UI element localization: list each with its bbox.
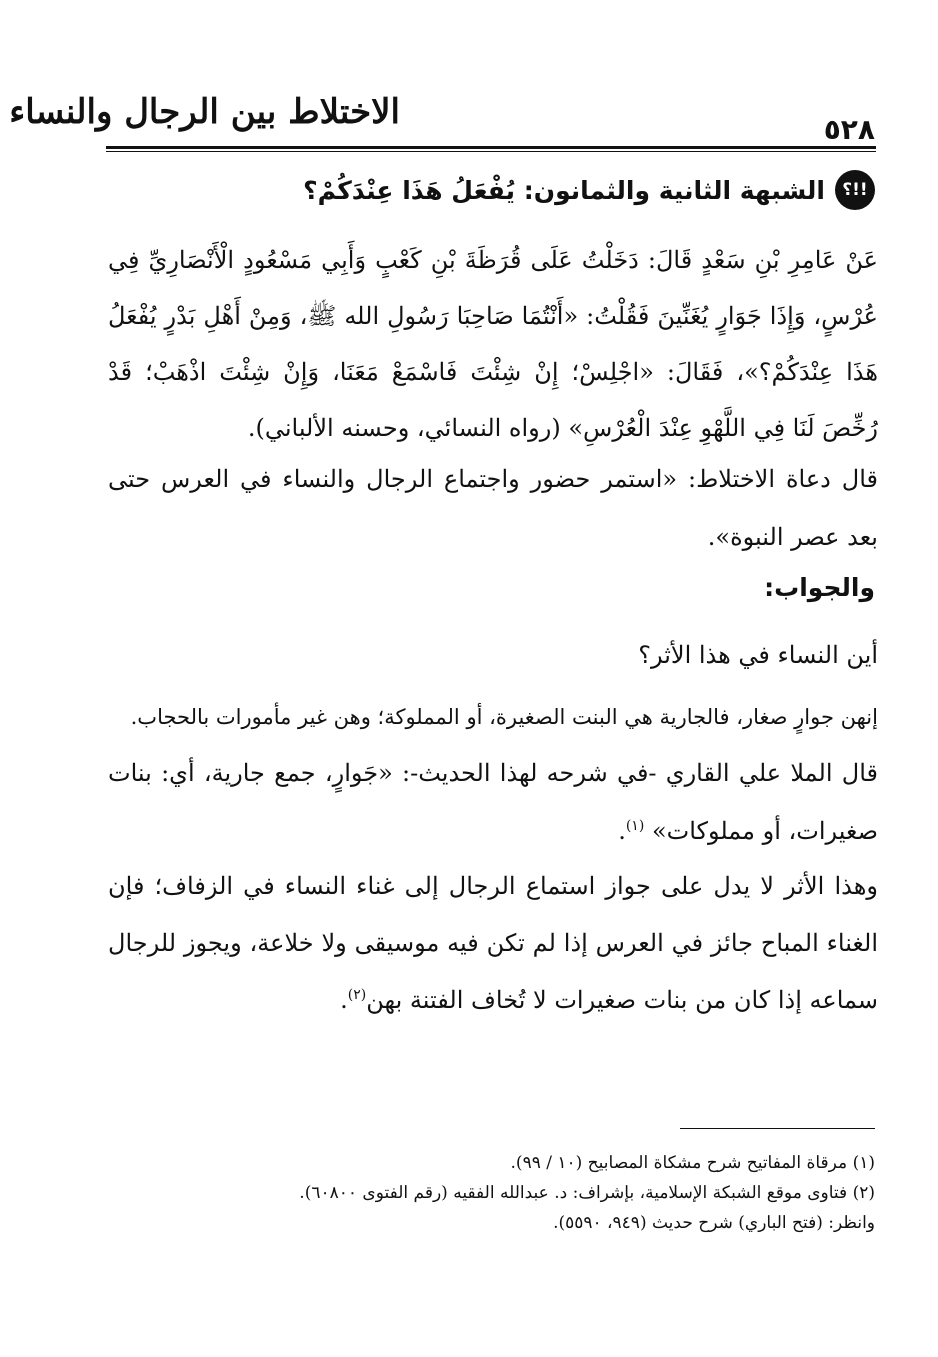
footnote-3: وانظر: (فتح الباري) شرح حديث (٩٤٩، ٥٥٩٠). (553, 1213, 875, 1233)
footnote-1: (١) مرقاة المفاتيح شرح مشكاة المصابيح (١٠ / ٩٩). (510, 1153, 875, 1173)
header-rule-thin (106, 151, 876, 152)
footnote-ref-2[interactable]: (٢) (347, 987, 367, 1003)
running-title: الاختلاط بين الرجال والنساء (9, 92, 400, 132)
footnotes (250, 1148, 875, 1238)
header-rule (106, 146, 876, 149)
commentary-text: قال الملا علي القاري -في شرحه لهذا الحديث-: «جَوارٍ، جمع جارية، أي: بنات صغيرات، أو مملوكات» (108, 759, 878, 845)
conclusion-end: . (340, 986, 348, 1014)
answer-heading: والجواب: (764, 573, 875, 602)
explanation-paragraph: إنهن جوارٍ صغار، فالجارية هي البنت الصغيرة، أو المملوكة؛ وهن غير مأمورات بالحجاب. (130, 705, 878, 729)
question-exclamation-icon: ؟!! (835, 170, 875, 210)
footnote-rule (680, 1128, 875, 1129)
hadith-paragraph: عَنْ عَامِرِ بْنِ سَعْدٍ قَالَ: دَخَلْتُ عَلَى قُرَظَةَ بْنِ كَعْبٍ وَأَبِي مَسْعُودٍ الْأَنْصَارِيِّ فِي عُرْسٍ، وَإِذَا جَوَارٍ يُغَنِّينَ فَقُلْتُ: «أَنْتُمَا صَاحِبَا رَسُولِ الله ﷺ، وَمِنْ أَهْلِ بَدْرٍ يُفْعَلُ هَذَا عِنْدَكُمْ؟»، فَقَالَ: «اجْلِسْ؛ إِنْ شِئْتَ فَاسْمَعْ مَعَنَا، وَإِنْ شِئْتَ اذْهَبْ؛ قَدْ رُخِّصَ لَنَا فِي اللَّهْوِ عِنْدَ الْعُرْسِ» (رواه النسائي، وحسنه الألباني). (108, 246, 879, 442)
conclusion-paragraph (108, 858, 878, 1029)
commentary-paragraph (108, 744, 878, 860)
page-number: ٥٢٨ (823, 113, 875, 146)
question-paragraph: أين النساء في هذا الأثر؟ (638, 641, 878, 669)
conclusion-text: وهذا الأثر لا يدل على جواز استماع الرجال إلى غناء النساء في الزفاف؛ فإن الغناء المباح جائز في العرس إذا لم تكن فيه موسيقى ولا خلاعة، ويجوز للرجال سماعه إذا كان من بنات صغيرات لا تُخاف الفتنة بهن (108, 872, 878, 1014)
claim-paragraph: قال دعاة الاختلاط: «استمر حضور واجتماع الرجال والنساء في العرس حتى بعد عصر النبوة». (108, 465, 878, 551)
section-heading-text: الشبهة الثانية والثمانون: يُفْعَلُ هَذَا عِنْدَكُمْ؟ (303, 175, 825, 205)
footnote-2: (٢) فتاوى موقع الشبكة الإسلامية، بإشراف: د. عبدالله الفقيه (رقم الفتوى ٦٠٨٠٠). (299, 1183, 875, 1203)
commentary-end: . (618, 817, 626, 845)
section-heading (280, 168, 875, 212)
footnote-ref-1[interactable]: (١) (625, 818, 645, 834)
